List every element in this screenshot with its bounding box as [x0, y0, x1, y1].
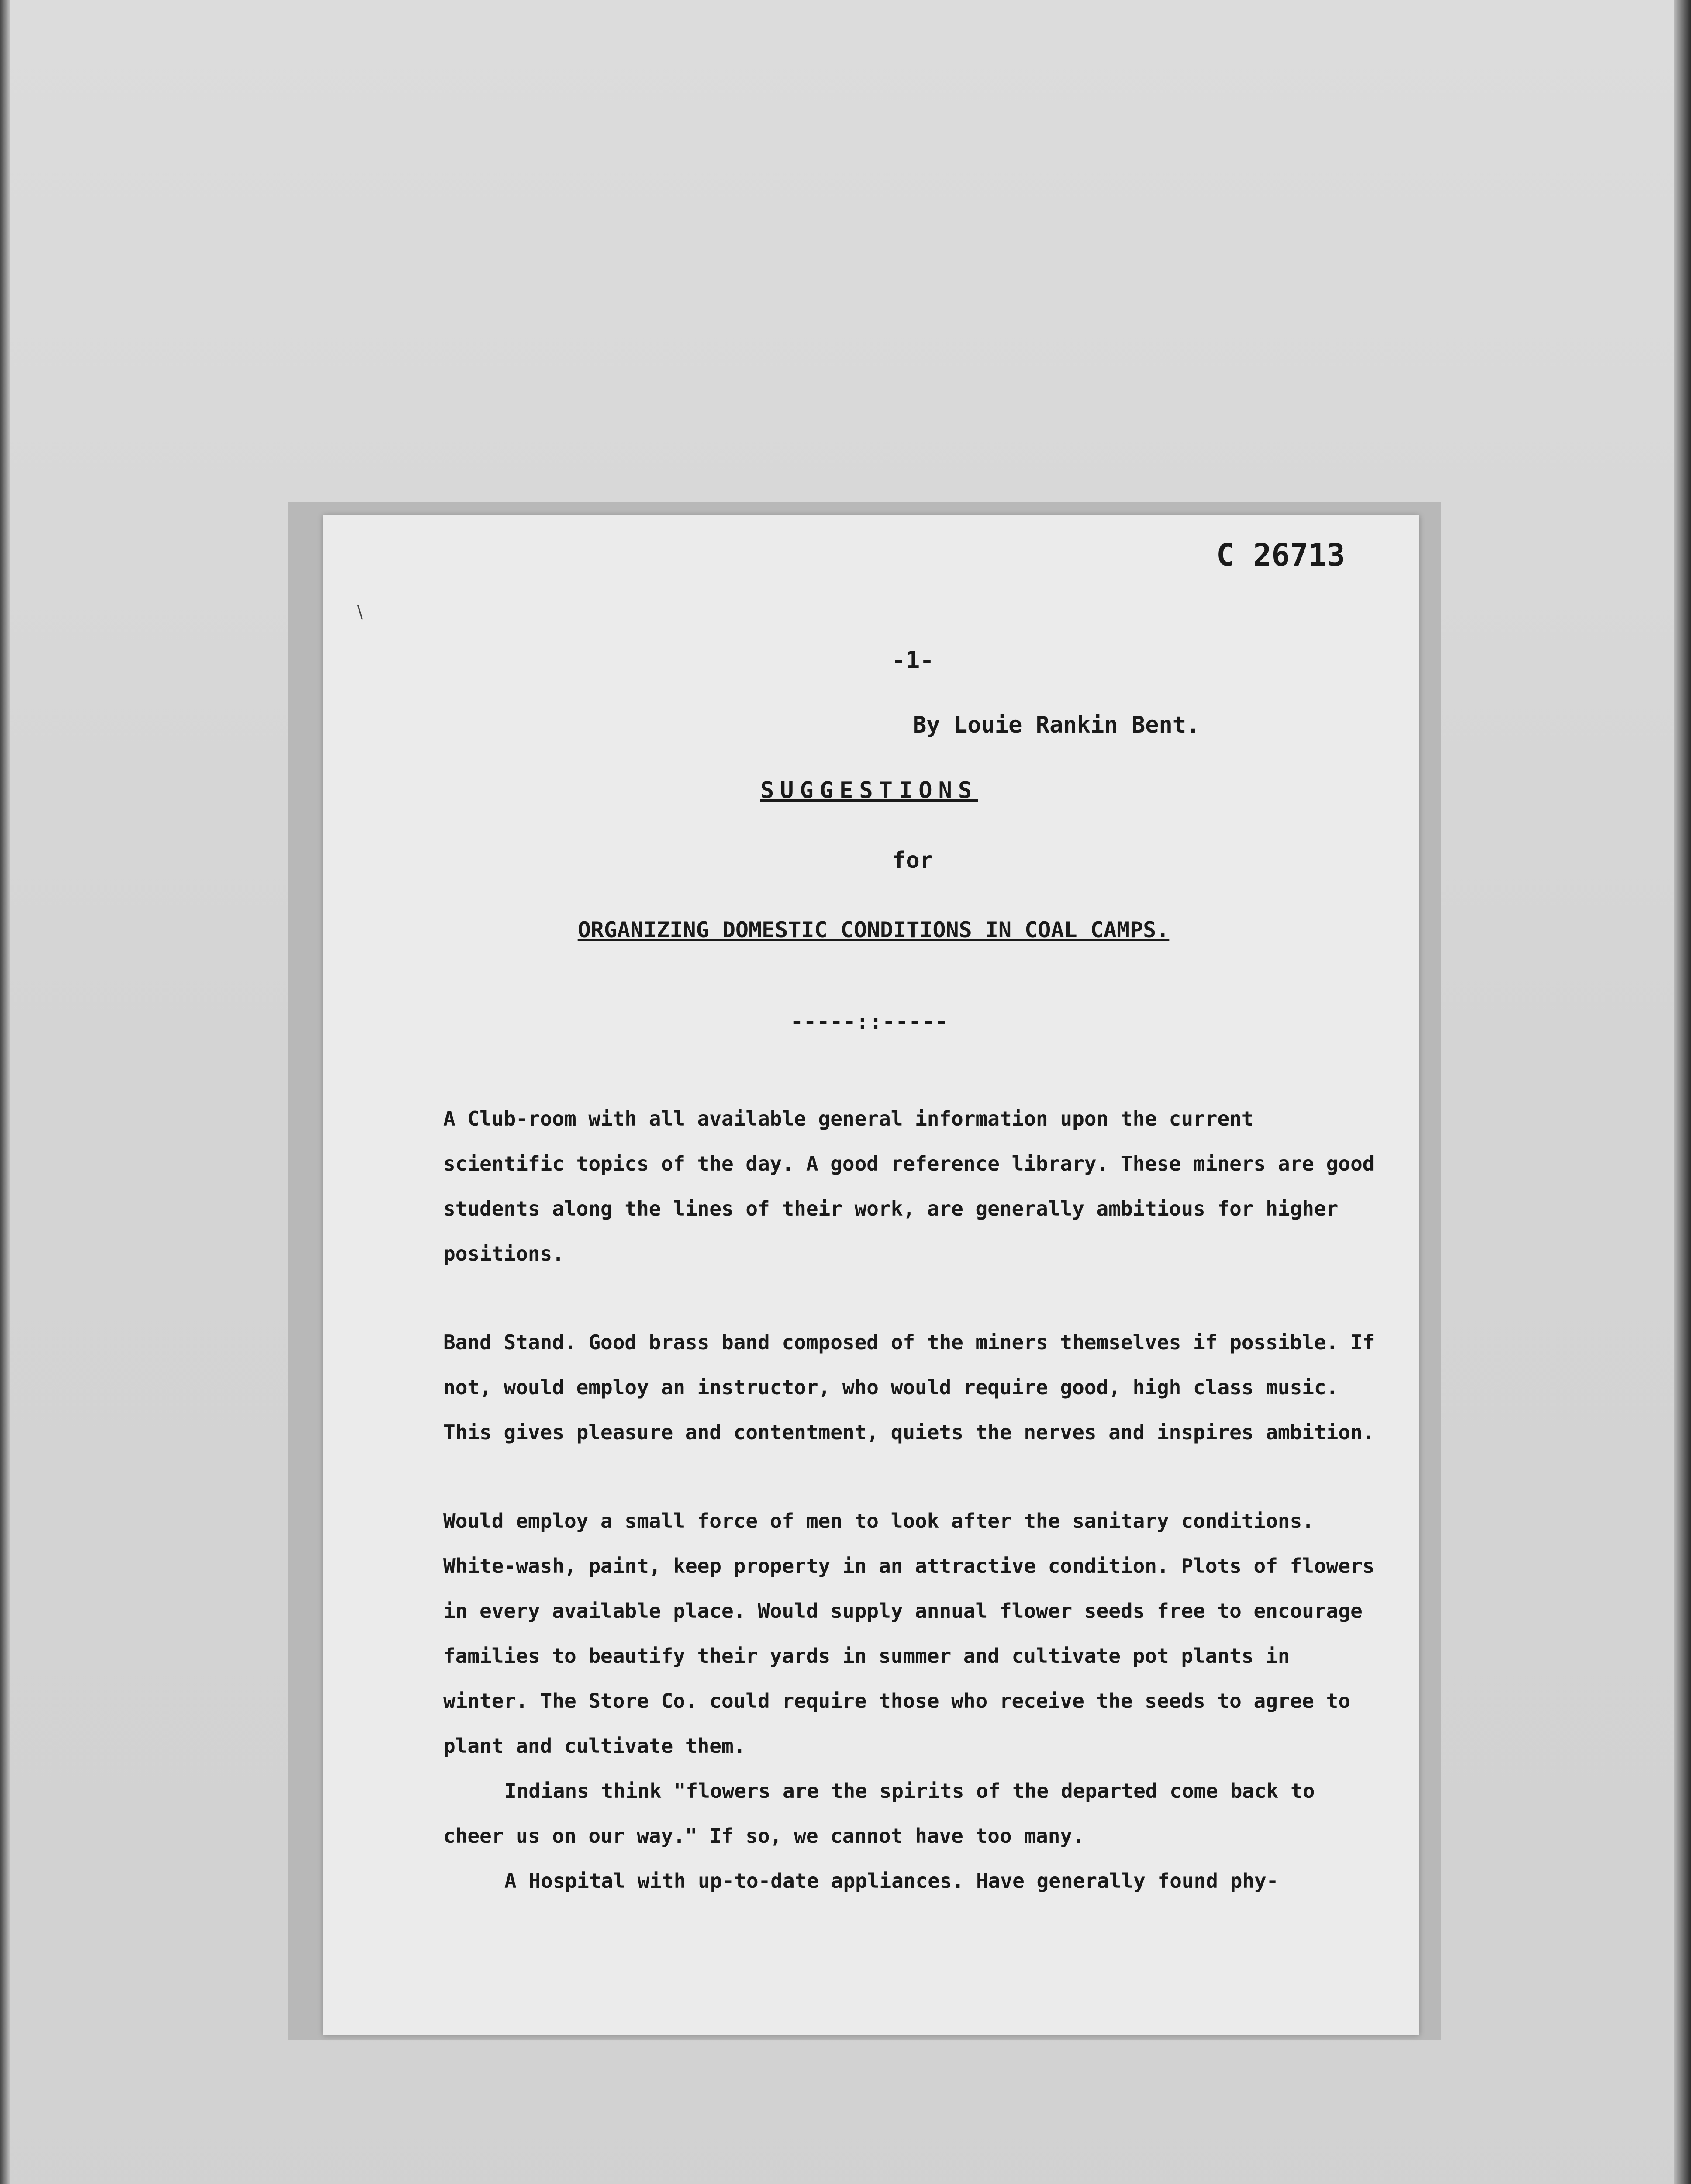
section-separator: -----::-----: [790, 1009, 948, 1034]
paragraph-sanitary: Would employ a small force of men to look after the sanitary conditions. White-wash, paint, keep property in an attractive condition. Plots of flowers in every available place. Would supply annual flower seeds free to encourage families to beautify their yards in summer and cultivate pot plants in winter. The Store Co. could require those who receive the seeds to agree to plant and cultivate them.: [443, 1509, 1375, 1758]
document-number: C 26713: [1216, 537, 1345, 573]
paragraph-band-stand: Band Stand. Good brass band composed of the miners themselves if possible. If not, would employ an instructor, who would require good, high class music. This gives pleasure and contentment, quiets the nerves and inspires ambition.: [443, 1330, 1375, 1444]
document-body: [443, 1096, 1378, 1904]
pencil-mark: ∖: [354, 603, 365, 623]
film-edge-left: [0, 0, 10, 2184]
paragraph-hospital: A Hospital with up-to-date appliances. Have generally found phy-: [504, 1869, 1279, 1893]
author-line: By Louie Rankin Bent.: [913, 712, 1200, 738]
title-connector: for: [892, 847, 933, 874]
page-number: -1-: [891, 646, 934, 674]
document-subtitle: ORGANIZING DOMESTIC CONDITIONS IN COAL CAMPS.: [577, 917, 1170, 943]
paragraph-flowers-quote: Indians think "flowers are the spirits of the departed come back to cheer us on our way." If so, we cannot have too many.: [443, 1779, 1315, 1848]
document-page: [323, 515, 1419, 2035]
film-edge-right: [1674, 0, 1691, 2184]
paragraph-club-room: A Club-room with all available general information upon the current scientific topics of the day. A good reference library. These miners are good students along the lines of their work, are generally ambitious for higher positions.: [443, 1107, 1375, 1265]
document-title: SUGGESTIONS: [760, 778, 978, 804]
